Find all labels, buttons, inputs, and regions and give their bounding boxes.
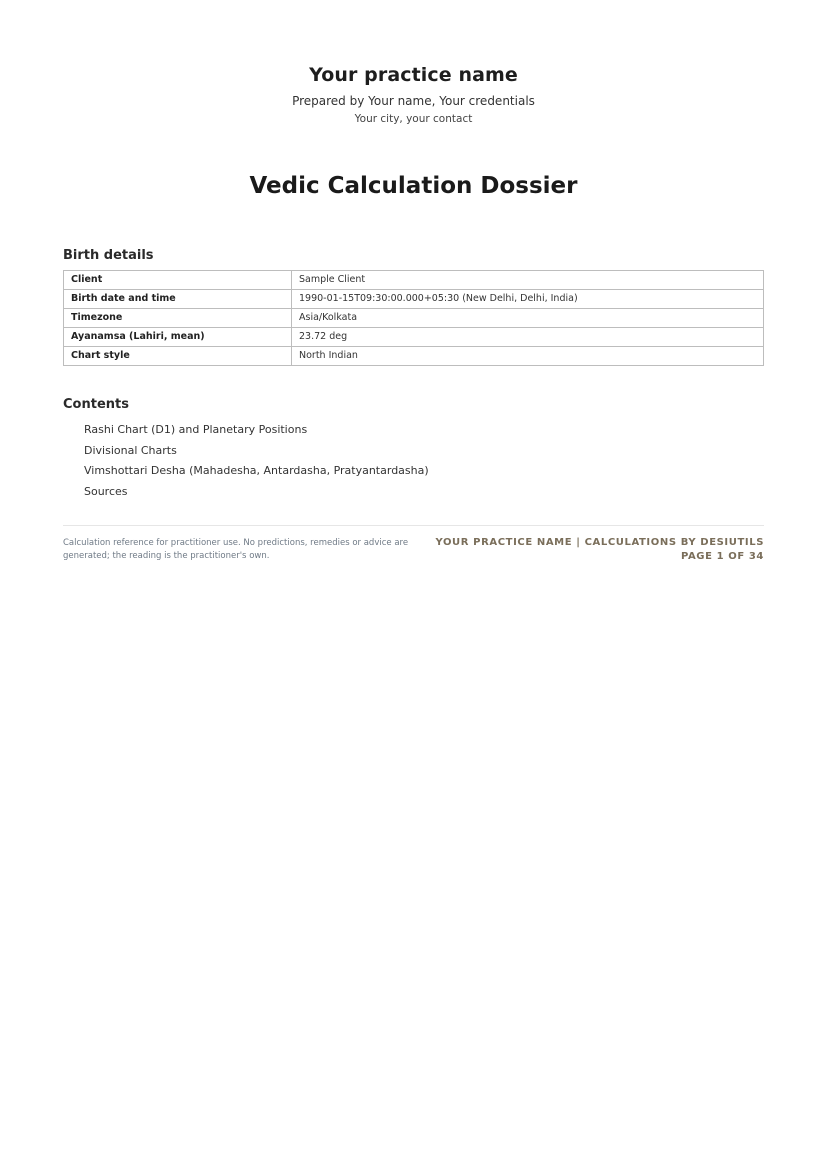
row-label: Chart style [64,347,292,366]
footer-meta [435,536,764,564]
practice-name: Your practice name [309,64,518,86]
document-header [0,64,827,125]
contents-item: Divisional Charts [84,443,177,457]
footer-brand: YOUR PRACTICE NAME | CALCULATIONS BY DESIUTILS [435,537,764,548]
row-value: 1990-01-15T09:30:00.000+05:30 (New Delhi, Delhi, India) [292,290,764,309]
row-value: North Indian [292,347,764,366]
contents-item: Rashi Chart (D1) and Planetary Positions [84,423,308,436]
row-label: Ayanamsa (Lahiri, mean) [64,328,292,347]
birth-details-table [63,270,764,366]
row-value: Asia/Kolkata [292,309,764,328]
contact-line: Your city, your contact [354,113,473,125]
row-label: Client [64,271,292,290]
footer-divider [63,525,764,526]
table-row [64,271,764,290]
contents-heading: Contents [63,397,129,412]
contents-item: Sources [84,485,128,499]
row-label: Birth date and time [64,290,292,309]
document-title: Vedic Calculation Dossier [249,173,578,199]
contents-item: Vimshottari Desha (Mahadesha, Antardasha, Pratyantardasha) [84,464,429,478]
birth-details-heading: Birth details [63,248,154,263]
table-row [64,328,764,347]
row-label: Timezone [64,309,292,328]
prepared-by-line: Prepared by Your name, Your credentials [292,94,535,108]
contents-list [84,421,429,504]
footer-disclaimer: Calculation reference for practitioner use. No predictions, remedies or advice are generated; the reading is the practitioner's own. [63,538,409,561]
table-row [64,290,764,309]
row-value: 23.72 deg [292,328,764,347]
page-number: PAGE 1 OF 34 [680,551,764,562]
table-row [64,309,764,328]
table-row [64,347,764,366]
row-value: Sample Client [292,271,764,290]
